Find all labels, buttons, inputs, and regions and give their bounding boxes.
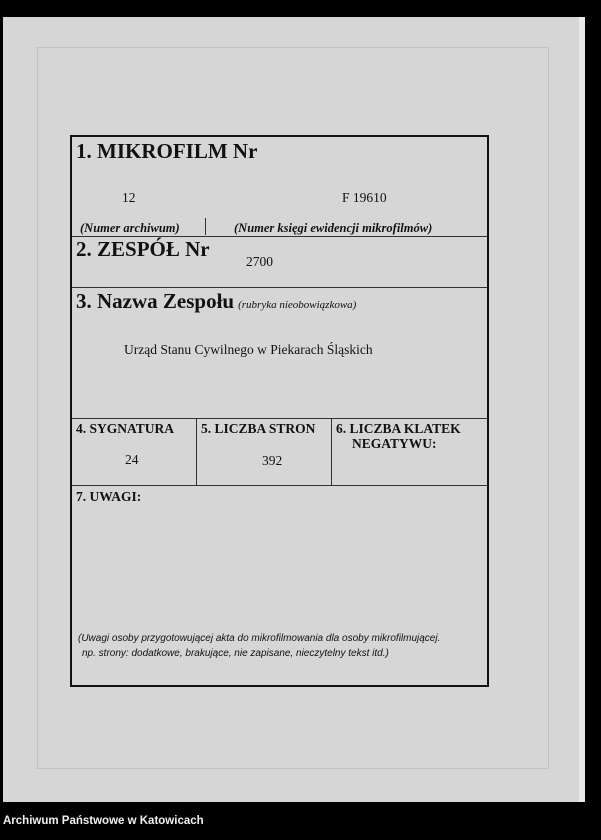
section2-heading: 2. ZESPÓŁ Nr bbox=[76, 237, 210, 261]
section6-heading-line2: NEGATYWU: bbox=[352, 436, 437, 451]
section2-value: 2700 bbox=[246, 254, 273, 269]
section7-note-line1: (Uwagi osoby przygotowującej akta do mikrofilmowania dla osoby mikrofilmującej. bbox=[78, 633, 441, 644]
section7-note-line2: np. strony: dodatkowe, brakujące, nie zapisane, nieczytelny tekst itd.) bbox=[82, 648, 389, 659]
section3-value: Urząd Stanu Cywilnego w Piekarach Śląskich bbox=[124, 342, 373, 357]
section1-heading: 1. MIKROFILM Nr bbox=[76, 139, 258, 163]
section7-heading: 7. UWAGI: bbox=[76, 489, 142, 504]
section5-value: 392 bbox=[262, 453, 283, 468]
section3-heading-row bbox=[76, 289, 356, 314]
section4-value: 24 bbox=[125, 452, 139, 467]
divider-2 bbox=[72, 287, 487, 288]
divider-4 bbox=[72, 485, 487, 486]
microfilm-form bbox=[70, 135, 489, 687]
archive-footer: Archiwum Państwowe w Katowicach bbox=[3, 815, 204, 827]
section4-heading: 4. SYGNATURA bbox=[76, 421, 175, 436]
section3-note: (rubryka nieobowiązkowa) bbox=[238, 299, 357, 311]
register-number-label: (Numer księgi ewidencji mikrofilmów) bbox=[234, 221, 433, 235]
label-separator bbox=[205, 218, 206, 235]
register-number-value: F 19610 bbox=[342, 190, 387, 205]
column-divider-1 bbox=[196, 418, 197, 485]
divider-3 bbox=[72, 418, 487, 419]
section3-heading: 3. Nazwa Zespołu bbox=[76, 289, 235, 313]
scanned-page bbox=[3, 17, 585, 802]
column-divider-2 bbox=[331, 418, 332, 485]
archive-number-label: (Numer archiwum) bbox=[80, 221, 180, 235]
section5-heading: 5. LICZBA STRON bbox=[201, 421, 316, 436]
archive-number-value: 12 bbox=[122, 190, 136, 205]
section6-heading-line1: 6. LICZBA KLATEK bbox=[336, 421, 461, 436]
page-edge bbox=[579, 17, 585, 802]
